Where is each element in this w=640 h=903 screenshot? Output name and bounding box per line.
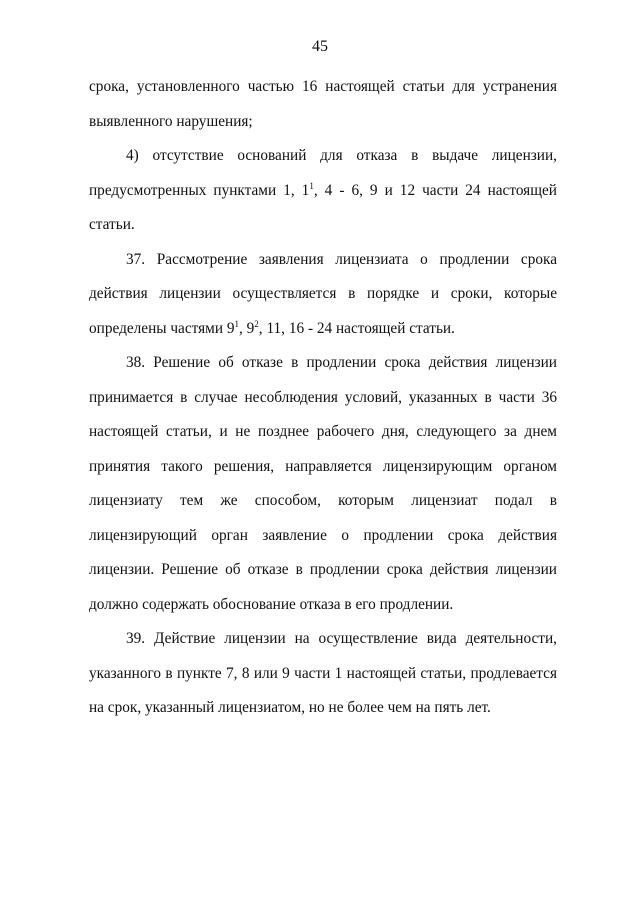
superscript: 1 [309,180,314,191]
paragraph-37 [89,243,557,347]
superscript: 2 [254,318,259,329]
paragraph-text: 4) отсутствие оснований для отказа в выдаче лицензии, предусмотренных пунктами 1, 1 [89,147,557,199]
paragraph-38 [89,346,557,622]
paragraph-text: , 11, 16 - 24 настоящей статьи. [258,319,455,337]
paragraph-text: 37. Рассмотрение заявления лицензиата о продлении срока действия лицензии осуществляется в порядке и сроки, которые определены частями 9 [89,250,557,337]
paragraph-text: , 4 - 6, 9 и 12 части 24 настоящей статьи. [89,181,557,233]
superscript: 1 [234,318,239,329]
document-body [89,70,557,726]
paragraph-39 [89,622,557,726]
paragraph-item-4 [89,139,557,243]
page-number: 45 [312,38,328,55]
paragraph-text: 38. Решение об отказе в продлении срока действия лицензии принимается в случае несоблюдения условий, указанных в части 36 настоящей статьи, и не позднее рабочего дня, следующего за днем принятия такого решения, направляется лицензирующим органом лицензиату тем же способом, которым лицензиат подал в лицензирующий орган заявление о продлении срока действия лицензии. Решение об отказе в продлении срока действия лицензии должно содержать обоснование отказа в его продлении. [89,354,557,613]
paragraph-continuation [89,70,557,139]
paragraph-text: 39. Действие лицензии на осуществление вида деятельности, указанного в пункте 7, 8 или 9 части 1 настоящей статьи, продлевается на срок, указанный лицензиатом, но не более чем на пять лет. [89,630,557,716]
paragraph-text: , 9 [239,319,255,337]
paragraph-text: срока, установленного частью 16 настоящей статьи для устранения выявленного нарушения; [89,78,557,130]
